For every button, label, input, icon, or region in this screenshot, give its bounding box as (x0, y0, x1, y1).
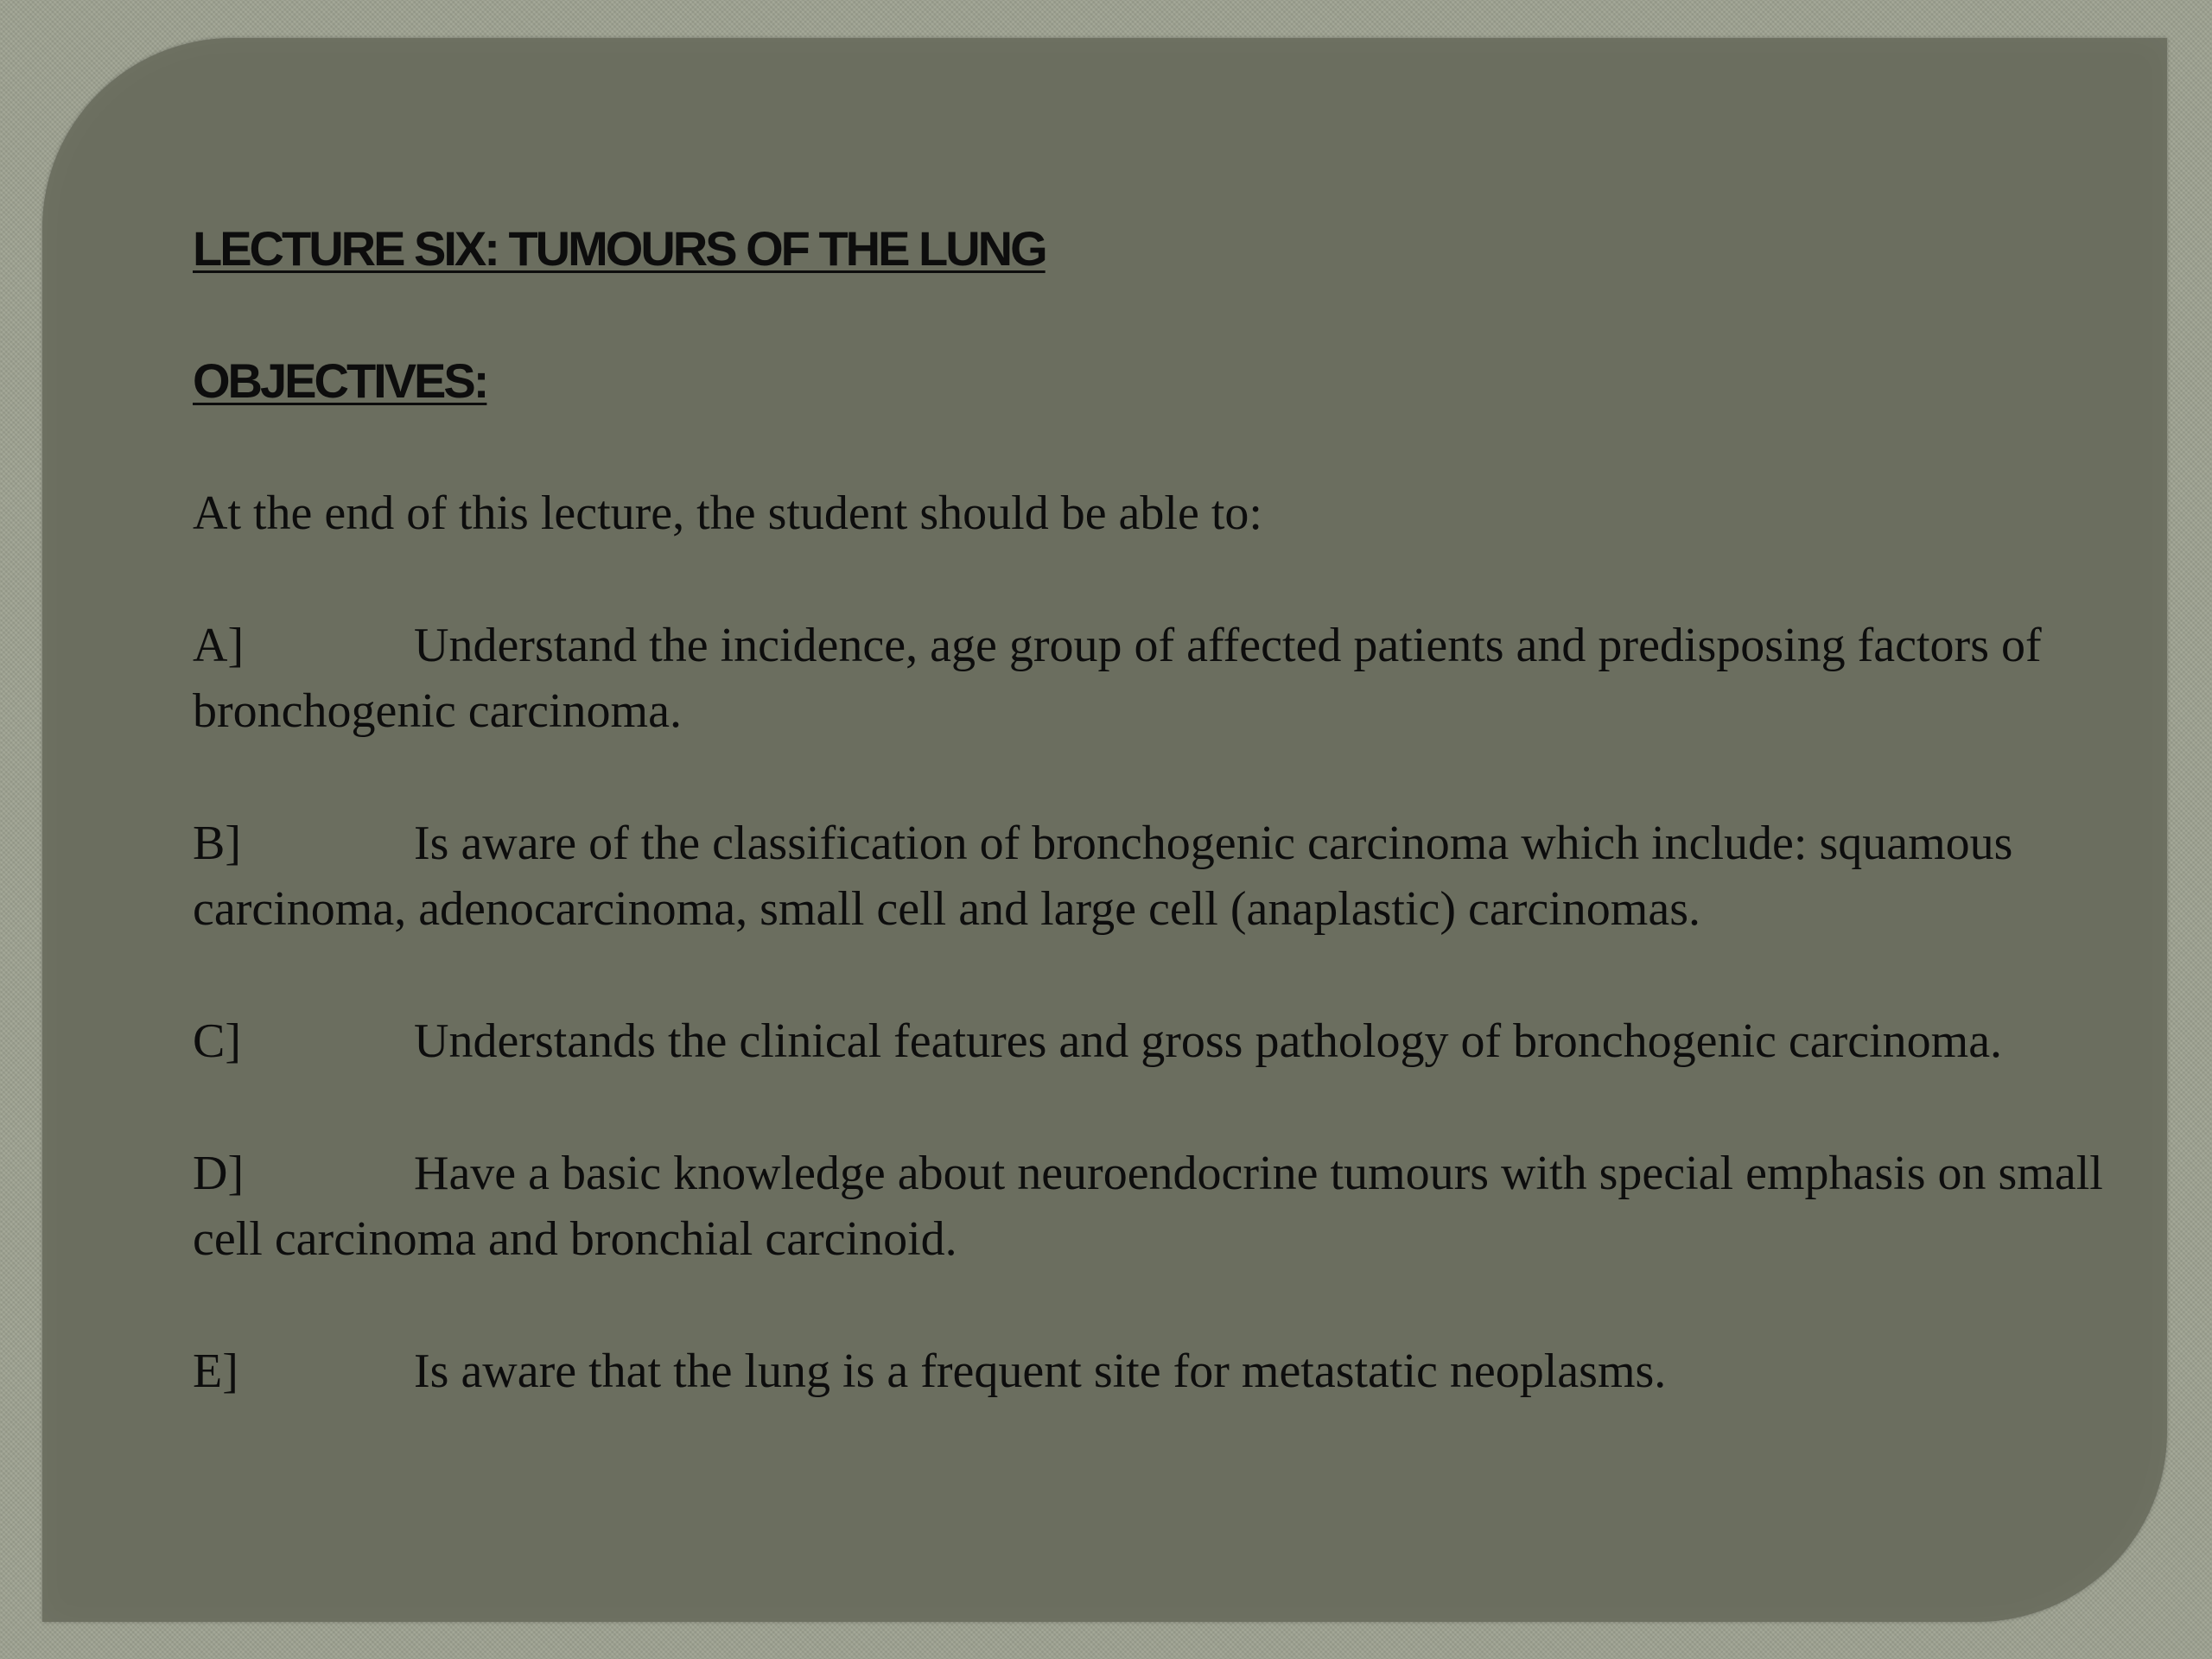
lecture-title: LECTURE SIX: TUMOURS OF THE LUNG (193, 221, 1046, 276)
objective-letter: B] (193, 817, 241, 870)
objective-text: Is aware of the classification of bronchogenic carcinoma which include: squamous carcinoma, adenocarcinoma, small cell and large cell (anaplastic) carcinomas. (193, 817, 2013, 936)
objective-text: Have a basic knowledge about neuroendocrine tumours with special emphasis on small cell carcinoma and bronchial carcinoid. (193, 1147, 2103, 1266)
objective-item-a (193, 613, 2120, 744)
objective-item-d (193, 1141, 2120, 1272)
objective-item-c (193, 1008, 2120, 1074)
objective-letter: D] (193, 1147, 245, 1200)
slide-content (193, 216, 2120, 1404)
objective-item-b (193, 810, 2120, 942)
objective-item-e (193, 1338, 2120, 1404)
objective-text: Understand the incidence, age group of affected patients and predisposing factors of bronchogenic carcinoma. (193, 619, 2042, 738)
objective-letter: E] (193, 1344, 238, 1398)
objective-letter: A] (193, 619, 245, 672)
objectives-heading: OBJECTIVES: (193, 353, 487, 408)
objective-text: Understands the clinical features and gross pathology of bronchogenic carcinoma. (414, 1014, 2003, 1068)
slide-panel (42, 38, 2167, 1622)
objective-letter: C] (193, 1014, 241, 1068)
intro-text: At the end of this lecture, the student should be able to: (193, 486, 1262, 540)
objective-text: Is aware that the lung is a frequent site for metastatic neoplasms. (414, 1344, 1667, 1398)
